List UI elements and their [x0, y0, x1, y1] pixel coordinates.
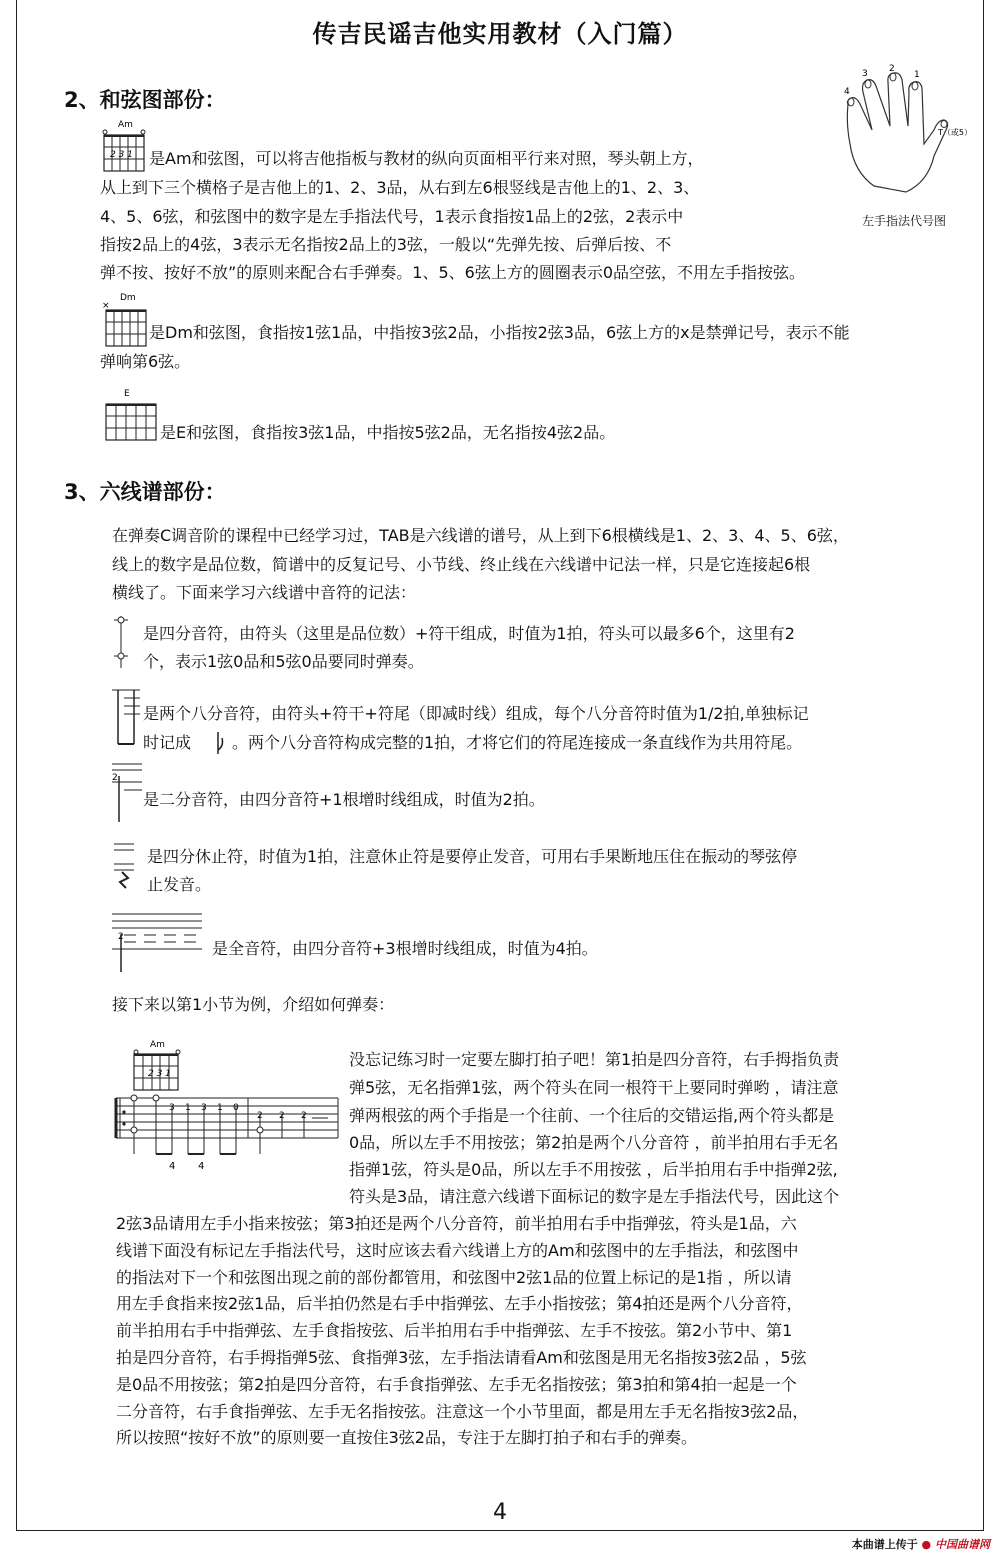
- svg-text:2 3 1: 2 3 1: [148, 1069, 171, 1079]
- chord-name: Dm: [120, 293, 136, 303]
- intro-line-2: 线上的数字是品位数，简谱中的反复记号、小节线、终止线在六线谱中记法一样，只是它连接起6根: [112, 555, 811, 574]
- half-line-1: 是二分音符，由四分音符+1根增时线组成，时值为2拍。: [143, 790, 545, 809]
- section2-heading: 2、和弦图部份：: [64, 88, 226, 112]
- quarter-rest-figure: [110, 840, 140, 892]
- explain-right-line-1: 没忘记练习时一定要左脚打拍子吧！第1拍是四分音符，右手拇指负责: [349, 1050, 840, 1069]
- footer-site: 中国曲谱网: [935, 1538, 990, 1551]
- example-chord-name: Am: [150, 1040, 165, 1050]
- left-hand-finger-diagram: [836, 64, 986, 204]
- tab-number: 1: [185, 1103, 191, 1113]
- intro-line-1: 在弹奏C调音阶的课程中已经学习过，TAB是六线谱的谱号，从上到下6根横线是1、2、3、4、5、6弦，: [112, 526, 849, 545]
- tab-number: 3: [169, 1103, 175, 1113]
- chord-fingers: 2 3 1: [110, 150, 133, 160]
- footer-prefix: 本曲谱上传于: [851, 1538, 918, 1551]
- am-line-5: 弹不按、按好不放”的原则来配合右手弹奏。1、5、6弦上方的圆圈表示0品空弦，不用左手指按弦。: [100, 263, 806, 282]
- am-chord-diagram: [100, 117, 150, 175]
- tab-number: 2: [257, 1111, 263, 1121]
- quarter-line-1: 是四分音符，由符头（这里是品位数）+符干组成，时值为1拍，符头可以最多6个，这里有2: [143, 624, 795, 643]
- tab-number: 0: [233, 1103, 239, 1113]
- e-chord-diagram: [100, 386, 160, 444]
- finger-mark: 4: [169, 1161, 176, 1172]
- eighth-line-2a: 时记成: [143, 733, 192, 752]
- section3-heading: 3、六线谱部份：: [64, 480, 226, 504]
- am-line-3: 4、5、6弦，和弦图中的数字是左手指法代号，1表示食指按1品上的2弦，2表示中: [100, 207, 684, 226]
- explain-line-7: 是0品不用按弦；第2拍是四分音符，右手食指弹弦、左手无名指按弦；第3拍和第4拍一起是一个: [116, 1375, 797, 1394]
- dm-line-1: 是Dm和弦图，食指按1弦1品，中指按3弦2品，小指按2弦3品，6弦上方的x是禁弹记号，表示不能: [149, 323, 850, 342]
- explain-right-line-4: 0品，所以左手不用按弦；第2拍是两个八分音符 ，前半拍用右手无名: [349, 1133, 839, 1152]
- footer-credit: 本曲谱上传于 ● 中国曲谱网: [851, 1538, 990, 1551]
- quarter-line-2: 个，表示1弦0品和5弦0品要同时弹奏。: [143, 652, 424, 671]
- chord-name: Am: [118, 120, 133, 130]
- eighth-line-2b: 。两个八分音符构成完整的1拍，才将它们的符尾连接成一条直线作为共用符尾。: [232, 733, 803, 752]
- rest-line-2: 止发音。: [147, 875, 212, 894]
- whole-line-1: 是全音符，由四分音符+3根增时线组成，时值为4拍。: [212, 939, 598, 958]
- am-line-2: 从上到下三个横格子是吉他上的1、2、3品，从右到左6根竖线是吉他上的1、2、3、: [100, 178, 700, 197]
- finger-label-3: 3: [862, 69, 868, 79]
- am-line-1: 是Am和弦图，可以将吉他指板与教材的纵向页面相平行来对照，琴头朝上方，: [149, 149, 704, 168]
- finger-label-4: 4: [844, 87, 850, 97]
- finger-mark: 4: [198, 1161, 205, 1172]
- explain-line-2: 线谱下面没有标记左手指法代号，这时应该去看六线谱上方的Am和弦图中的左手指法，和弦图中: [116, 1241, 799, 1260]
- tab-number: 2: [279, 1111, 285, 1121]
- svg-text:2: 2: [112, 773, 118, 783]
- explain-right-line-3: 弹两根弦的两个手指是一个往前、一个往后的交错运指,两个符头都是: [349, 1106, 835, 1125]
- chord-name: E: [124, 389, 130, 399]
- explain-right-line-5: 指弹1弦，符头是0品，所以左手不用按弦 ，后半拍用右手中指弹2弦,: [349, 1160, 838, 1179]
- example-tab-figure: [112, 1036, 344, 1176]
- page-number: 4: [493, 1500, 507, 1525]
- explain-line-4: 用左手食指来按2弦1品，后半拍仍然是右手中指弹弦、左手小指按弦；第4拍还是两个八分音符，: [116, 1294, 803, 1313]
- explain-line-5: 前半拍用右手中指弹弦、左手食指按弦、后半拍用右手中指弹弦、左手不按弦。第2小节中、第1: [116, 1321, 793, 1340]
- tab-number: 2: [301, 1111, 307, 1121]
- finger-label-2: 2: [889, 64, 895, 74]
- tab-number: 3: [201, 1103, 207, 1113]
- e-line-1: 是E和弦图，食指按3弦1品，中指按5弦2品，无名指按4弦2品。: [160, 423, 616, 442]
- eighth-line-1: 是两个八分音符，由符头+符干+符尾（即减时线）组成，每个八分音符时值为1/2拍,单独标记: [143, 704, 809, 723]
- single-eighth-symbol: [210, 728, 230, 758]
- explain-line-3: 的指法对下一个和弦图出现之前的部份都管用，和弦图中2弦1品的位置上标记的是1指 ，所以请: [116, 1268, 792, 1287]
- intro-line-3: 横线了。下面来学习六线谱中音符的记法：: [112, 583, 417, 602]
- tab-number: 1: [217, 1103, 223, 1113]
- dm-line-2: 弹响第6弦。: [100, 352, 191, 371]
- mute-mark: ×: [102, 301, 110, 311]
- hand-caption: 左手指法代号图: [862, 214, 947, 228]
- thumb-label: T（或5）: [938, 128, 972, 137]
- explain-line-8: 二分音符，右手食指弹弦、左手无名指按弦。注意这一个小节里面，都是用左手无名指按3弦2品，: [116, 1402, 809, 1421]
- example-intro: 接下来以第1小节为例，介绍如何弹奏：: [112, 995, 395, 1014]
- quarter-note-figure: [110, 610, 132, 670]
- dm-chord-diagram: [100, 290, 150, 350]
- finger-label-1: 1: [914, 70, 920, 80]
- explain-right-line-6: 符头是3品，请注意六线谱下面标记的数字是左手指法代号，因此这个: [349, 1187, 840, 1206]
- whole-note-figure: [110, 910, 206, 974]
- rest-line-1: 是四分休止符，时值为1拍，注意休止符是要停止发音，可用右手果断地压住在振动的琴弦停: [147, 847, 798, 866]
- explain-line-9: 所以按照“按好不放”的原则要一直按住3弦2品，专注于左脚打拍子和右手的弹奏。: [116, 1428, 697, 1447]
- explain-line-6: 拍是四分音符，右手拇指弹5弦、食指弹3弦，左手指法请看Am和弦图是用无名指按3弦2品 ，5弦: [116, 1348, 807, 1367]
- explain-right-line-2: 弹5弦，无名指弹1弦，两个符头在同一根符干上要同时弹哟 ，请注意: [349, 1078, 839, 1097]
- eighth-notes-figure: [110, 686, 142, 748]
- svg-text:2: 2: [118, 932, 124, 942]
- half-note-figure: [110, 760, 144, 824]
- explain-line-1: 2弦3品请用左手小指来按弦；第3拍还是两个八分音符，前半拍用右手中指弹弦，符头是1品，六: [116, 1214, 797, 1233]
- am-line-4: 指按2品上的4弦，3表示无名指按2品上的3弦，一般以“先弹先按、后弹后按、不: [100, 235, 672, 254]
- page-title: 传吉民谣吉他实用教材（入门篇）: [312, 20, 688, 48]
